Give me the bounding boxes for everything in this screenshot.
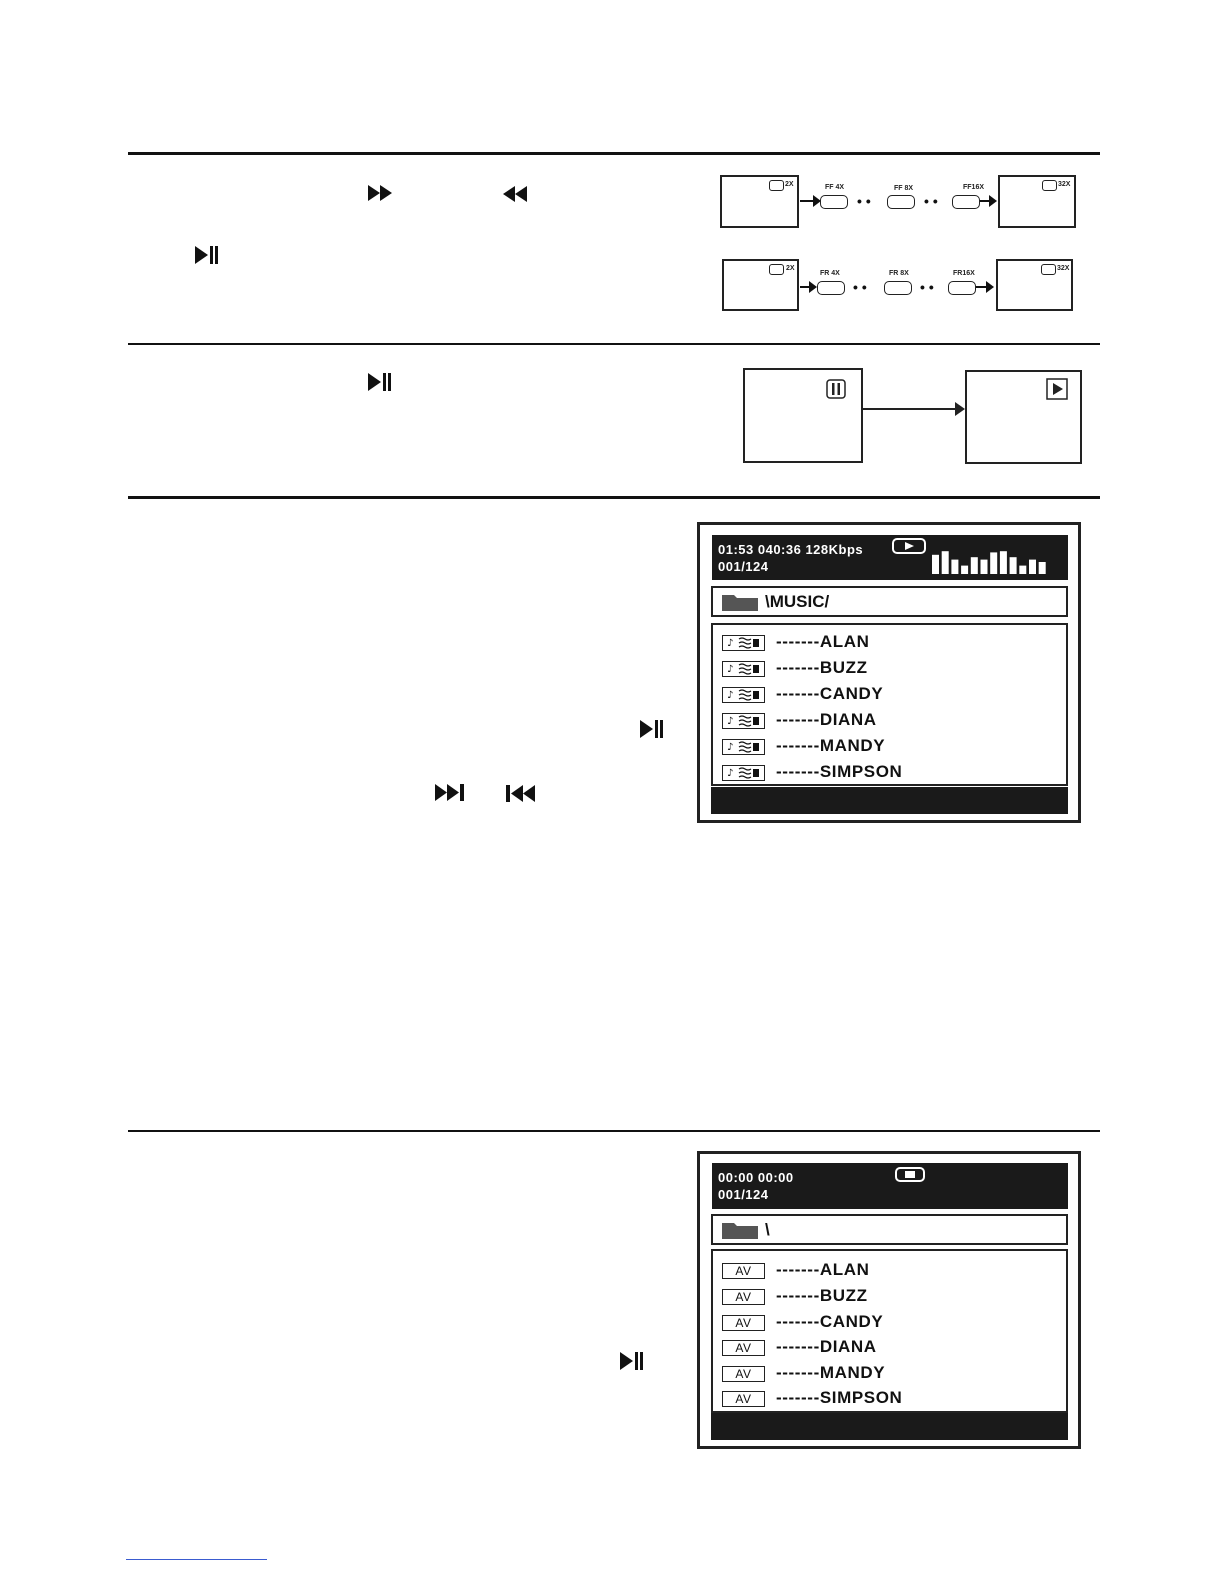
time-text: 00:00 00:00 [718, 1170, 794, 1185]
file-name: -------ALAN [776, 1260, 870, 1279]
speed-label: FF 8X [894, 185, 914, 192]
section-divider [128, 152, 1100, 155]
footer-link-underline [126, 1559, 267, 1560]
file-name: -------CANDY [776, 1312, 884, 1331]
music-file-icon [722, 765, 765, 781]
list-item[interactable] [713, 1308, 1066, 1334]
arrow-head [955, 402, 965, 416]
eq-bar [961, 566, 968, 574]
video-file-icon: AV [722, 1289, 765, 1305]
play-status-icon [892, 538, 926, 554]
eq-bar [981, 560, 988, 574]
ellipsis: •• [924, 193, 942, 209]
speed-label: FF16X [963, 184, 985, 191]
path-text: \MUSIC/ [765, 592, 830, 611]
screen-ff-32x [998, 175, 1076, 228]
file-name: -------DIANA [776, 710, 877, 729]
list-item[interactable] [713, 1333, 1066, 1359]
speed-label: 2X [785, 181, 794, 188]
section-divider [128, 1130, 1100, 1132]
fast-forward-icon [368, 184, 394, 202]
list-item[interactable] [713, 732, 1066, 758]
previous-track-icon [505, 784, 538, 803]
music-file-icon [722, 687, 765, 703]
screen-fr-32x [996, 259, 1073, 311]
path-bar [711, 586, 1068, 617]
eq-bar [1019, 566, 1026, 574]
music-file-icon [722, 635, 765, 651]
ff-small-icon [1042, 180, 1057, 191]
svg-text:♪: ♪ [726, 742, 734, 753]
file-name: -------MANDY [776, 736, 886, 755]
list-item[interactable] [713, 706, 1066, 732]
screen-fr-2x [722, 259, 799, 311]
svg-text:♪: ♪ [726, 690, 734, 701]
list-item[interactable] [713, 758, 1066, 784]
fr-small-icon [769, 264, 784, 275]
file-name: -------DIANA [776, 1337, 877, 1356]
list-item[interactable] [713, 654, 1066, 680]
file-name: -------SIMPSON [776, 762, 903, 781]
video-file-icon: AV [722, 1391, 765, 1407]
arrow-head [986, 281, 994, 293]
file-name: -------SIMPSON [776, 1388, 903, 1407]
file-name: -------BUZZ [776, 658, 868, 677]
video-file-icon: AV [722, 1315, 765, 1331]
ellipsis: •• [853, 279, 871, 295]
speed-label: FF 4X [825, 184, 845, 191]
ellipsis: •• [920, 279, 938, 295]
screen-paused [743, 368, 863, 463]
status-footer [711, 787, 1068, 814]
video-file-icon: AV [722, 1340, 765, 1356]
play-pause-icon [195, 245, 219, 265]
arrow-head [989, 195, 997, 207]
eq-bar [951, 560, 958, 574]
fr-step-icon [817, 281, 845, 295]
file-name: -------BUZZ [776, 1286, 868, 1305]
ff-step-icon [952, 195, 980, 209]
speed-label: FR 4X [820, 270, 840, 277]
arrow-head [809, 281, 817, 293]
fast-reverse-icon [503, 185, 529, 203]
play-pause-icon [620, 1351, 644, 1371]
folder-icon [722, 593, 758, 611]
next-track-icon [435, 783, 467, 802]
file-name: -------MANDY [776, 1363, 886, 1382]
music-file-icon [722, 739, 765, 755]
list-item[interactable] [713, 1384, 1066, 1410]
arrow [863, 408, 959, 410]
path-text: \ [765, 1220, 770, 1239]
eq-bar [990, 552, 997, 574]
eq-bar [942, 551, 949, 574]
time-bitrate-text: 01:53 040:36 128Kbps [718, 542, 864, 557]
list-item[interactable] [713, 680, 1066, 706]
eq-bar [1039, 562, 1046, 574]
track-counter: 001/124 [718, 1187, 769, 1202]
eq-bar [1029, 560, 1036, 574]
speed-label: FR 8X [889, 270, 909, 277]
svg-text:♪: ♪ [726, 768, 734, 779]
ff-step-icon [820, 195, 848, 209]
list-item[interactable] [713, 1256, 1066, 1282]
eq-bar [971, 557, 978, 574]
music-file-icon [722, 713, 765, 729]
list-item[interactable] [713, 1359, 1066, 1385]
fr-step-icon [884, 281, 912, 295]
ff-small-icon [769, 180, 784, 191]
fr-step-icon [948, 281, 976, 295]
play-pause-icon [368, 372, 392, 392]
folder-icon [722, 1221, 758, 1239]
svg-text:♪: ♪ [726, 664, 734, 675]
music-file-icon [722, 661, 765, 677]
speed-label: FR16X [953, 270, 975, 277]
file-name: -------ALAN [776, 632, 870, 651]
fr-small-icon [1041, 264, 1056, 275]
video-file-icon: AV [722, 1366, 765, 1382]
file-list [711, 1249, 1068, 1413]
section-divider [128, 496, 1100, 499]
speed-label: 32X [1057, 265, 1070, 272]
screen-ff-2x [720, 175, 799, 228]
svg-text:♪: ♪ [726, 638, 734, 649]
play-pause-icon [640, 719, 664, 739]
status-header [712, 535, 1068, 580]
speed-label: 32X [1058, 181, 1071, 188]
status-footer [711, 1413, 1068, 1440]
video-file-icon: AV [722, 1263, 765, 1279]
equalizer-icon [932, 549, 1052, 575]
ff-step-icon [887, 195, 915, 209]
pause-icon [826, 379, 846, 399]
eq-bar [1000, 551, 1007, 574]
video-browser-screen [697, 1151, 1081, 1449]
stop-status-icon [895, 1167, 925, 1182]
path-bar [711, 1214, 1068, 1245]
file-name: -------CANDY [776, 684, 884, 703]
list-item[interactable] [713, 628, 1066, 654]
ellipsis: •• [857, 193, 875, 209]
play-icon [1046, 378, 1068, 400]
music-browser-screen [697, 522, 1081, 823]
list-item[interactable] [713, 1282, 1066, 1308]
section-divider [128, 343, 1100, 345]
speed-label: 2X [786, 265, 795, 272]
screen-playing [965, 370, 1082, 464]
file-list [711, 623, 1068, 786]
track-counter: 001/124 [718, 559, 769, 574]
eq-bar [932, 555, 939, 574]
svg-text:♪: ♪ [726, 716, 734, 727]
status-header [712, 1163, 1068, 1209]
eq-bar [1010, 557, 1017, 574]
